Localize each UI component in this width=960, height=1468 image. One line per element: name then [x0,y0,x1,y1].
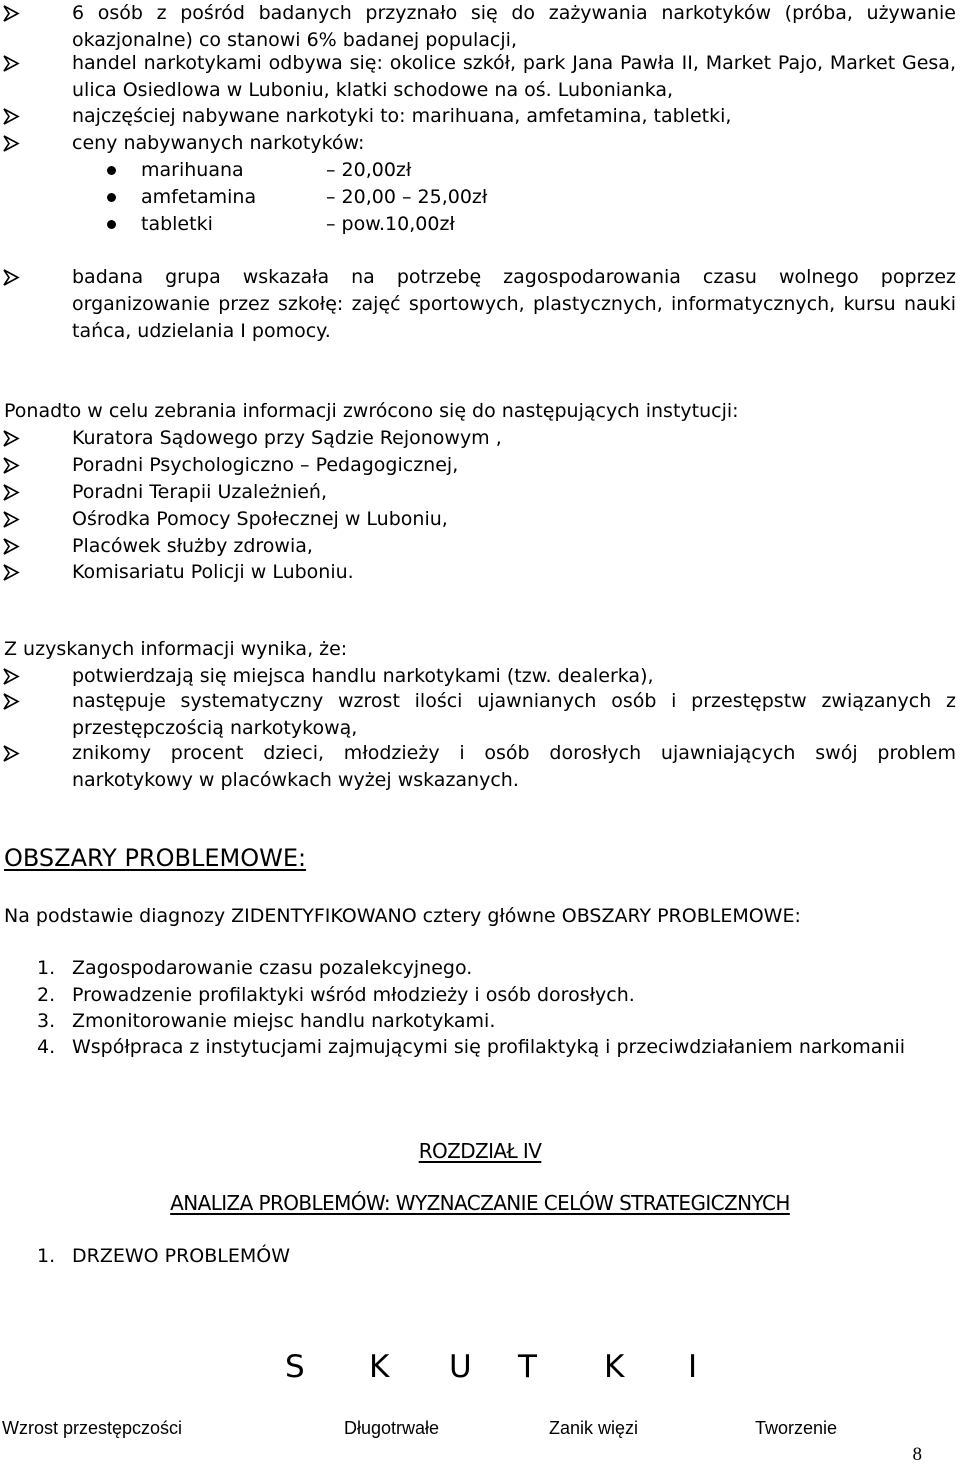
results-intro: Z uzyskanych informacji wynika, że: [4,638,348,660]
arrow-bullet-icon [0,0,26,27]
finding-text: ceny nabywanych narkotyków: [72,132,365,154]
skutki-letter: U [449,1349,472,1385]
effect-label: Tworzenie [755,1418,838,1438]
arrow-bullet-icon [0,740,26,767]
institution-name: Ośrodka Pomocy Społecznej w Luboniu, [72,508,448,530]
arrow-bullet-icon [0,506,26,533]
arrow-bullet-icon [0,559,26,586]
drug-price: – 20,00zł [326,159,412,181]
arrow-bullet-icon [0,425,26,452]
institution-name: Placówek służby zdrowia, [72,535,313,557]
item-number: 2. [37,984,56,1006]
bullet-dot-icon [107,193,116,202]
problem-areas-heading: OBSZARY PROBLEMOWE: [4,844,307,872]
drug-name: marihuana [141,159,244,181]
group-needs-text: badana grupa wskazała na potrzebę zagospodarowania czasu wolnego poprzez organizowanie przez szkołę: zajęć sportowych, plastycznych, informatycznych, kursu nauki tańca, udzielania I pomocy. [72,266,956,342]
item-text: DRZEWO PROBLEMÓW [72,1245,291,1267]
drug-name: amfetamina [141,186,257,208]
institution-name: Poradni Psychologiczno – Pedagogicznej, [72,454,459,476]
problem-areas-intro: Na podstawie diagnozy ZIDENTYFIKOWANO cztery główne OBSZARY PROBLEMOWE: [4,905,801,927]
result-text: następuje systematyczny wzrost ilości ujawnianych osób i przestępstw związanych z przestępczością narkotykową, [72,690,956,739]
page-number: 8 [912,1444,922,1465]
drug-price: – 20,00 – 25,00zł [326,186,488,208]
arrow-bullet-icon [0,479,26,506]
item-text: Zagospodarowanie czasu pozalekcyjnego. [72,957,473,979]
institution-name: Kuratora Sądowego przy Sądzie Rejonowym , [72,427,502,449]
result-text: potwierdzają się miejsca handlu narkotykami (tzw. dealerka), [72,665,654,687]
arrow-bullet-icon [0,452,26,479]
skutki-letter: K [604,1349,625,1385]
institution-name: Poradni Terapii Uzależnień, [72,481,328,503]
item-number: 3. [37,1010,56,1032]
arrow-bullet-icon [0,103,26,130]
finding-text: najczęściej nabywane narkotyki to: marihuana, amfetamina, tabletki, [72,105,732,127]
skutki-letter: I [688,1349,698,1385]
finding-text: 6 osób z pośród badanych przyznało się do zażywania narkotyków (próba, używanie okazjonalne) co stanowi 6% badanej populacji, [72,2,956,51]
chapter-title: ROZDZIAŁ IV [418,1139,542,1163]
skutki-letter: S [285,1349,305,1385]
item-text: Współpraca z instytucjami zajmującymi się profilaktyką i przeciwdziałaniem narkomanii [72,1036,906,1058]
drug-price: – pow.10,00zł [326,213,455,235]
arrow-bullet-icon [0,663,26,690]
arrow-bullet-icon [0,50,26,77]
skutki-letter: K [369,1349,390,1385]
chapter-subtitle: ANALIZA PROBLEMÓW: WYZNACZANIE CELÓW STRATEGICZNYCH [170,1191,790,1215]
arrow-bullet-icon [0,533,26,560]
bullet-dot-icon [107,166,116,175]
arrow-bullet-icon [0,264,26,291]
arrow-bullet-icon [0,130,26,157]
item-number: 4. [37,1036,56,1058]
institution-name: Komisariatu Policji w Luboniu. [72,561,354,583]
effect-label: Długotrwałe [344,1418,440,1438]
item-number: 1. [37,1245,56,1267]
item-text: Zmonitorowanie miejsc handlu narkotykami. [72,1010,496,1032]
effect-label: Zanik więzi [549,1418,639,1438]
drug-name: tabletki [141,213,213,235]
item-number: 1. [37,957,56,979]
institutions-intro: Ponadto w celu zebrania informacji zwrócono się do następujących instytucji: [4,400,739,422]
finding-text: handel narkotykami odbywa się: okolice szkół, park Jana Pawła II, Market Pajo, Market Gesa, ulica Osiedlowa w Luboniu, klatki schodowe na oś. Lubonianka, [72,52,956,101]
arrow-bullet-icon [0,688,26,715]
effect-label: Wzrost przestępczości [2,1418,183,1438]
bullet-dot-icon [107,220,116,229]
item-text: Prowadzenie profilaktyki wśród młodzieży i osób dorosłych. [72,984,635,1006]
result-text: znikomy procent dzieci, młodzieży i osób dorosłych ujawniających swój problem narkotykowy w placówkach wyżej wskazanych. [72,742,956,791]
skutki-letter: T [518,1349,537,1385]
